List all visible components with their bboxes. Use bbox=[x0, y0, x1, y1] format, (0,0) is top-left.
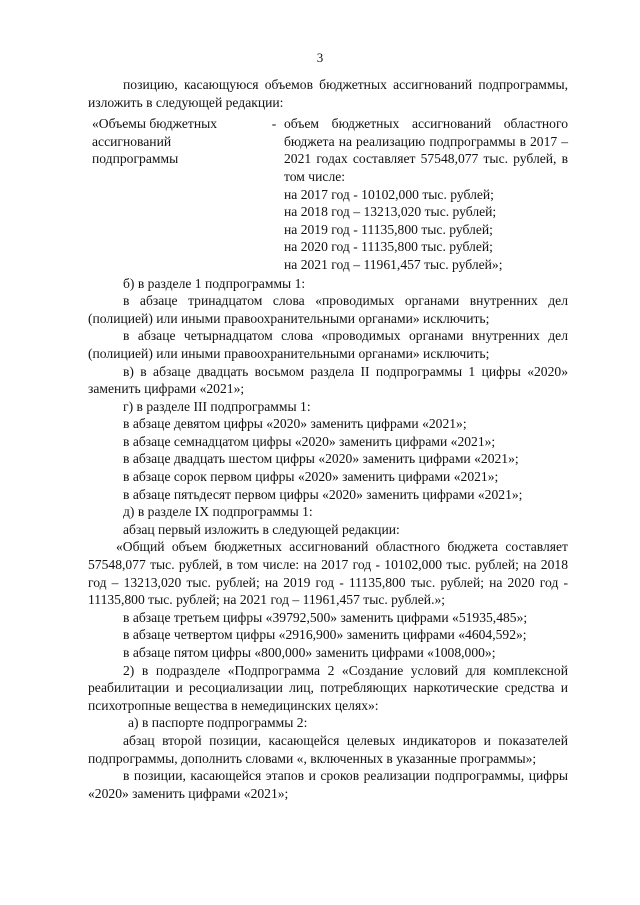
passport-label-line: подпрограммы bbox=[92, 151, 179, 167]
paragraph: в абзаце четвертом цифры «2916,900» заменить цифрами «4604,592»; bbox=[123, 627, 527, 643]
paragraph: 2) в подразделе «Подпрограмма 2 «Создание условий для комплексной реабилитации и ресоциализации лиц, потребляющих наркотические средства и психотропные вещества в немедицинских целях»: bbox=[88, 662, 568, 713]
paragraph: абзац второй позиции, касающейся целевых индикаторов и показателей подпрограммы, дополнить словами «, включенных в указанные программы»; bbox=[88, 732, 568, 766]
paragraph: г) в разделе III подпрограммы 1: bbox=[123, 398, 311, 414]
paragraph: в абзаце девятом цифры «2020» заменить цифрами «2021»; bbox=[123, 416, 467, 432]
paragraph: в) в абзаце двадцать восьмом раздела II подпрограммы 1 цифры «2020» заменить цифрами «2021»; bbox=[88, 363, 568, 397]
passport-year-line: на 2018 год – 13213,020 тыс. рублей; bbox=[284, 204, 497, 220]
paragraph: в абзаце двадцать шестом цифры «2020» заменить цифрами «2021»; bbox=[123, 451, 519, 467]
paragraph: в абзаце третьем цифры «39792,500» заменить цифрами «51935,485»; bbox=[123, 609, 528, 625]
paragraph: в абзаце пятьдесят первом цифры «2020» заменить цифрами «2021»; bbox=[123, 486, 523, 502]
paragraph: в абзаце четырнадцатом слова «проводимых органами внутренних дел (полицией) или иными правоохранительными органами» исключить; bbox=[88, 328, 568, 361]
passport-main-text: объем бюджетных ассигнований областного бюджета на реализацию подпрограммы в 2017 – 2021 годах составляет 57548,077 тыс. рублей, в том числе: bbox=[284, 116, 568, 184]
paragraph: в абзаце сорок первом цифры «2020» заменить цифрами «2021»; bbox=[123, 469, 499, 485]
page-number: 3 bbox=[316, 50, 324, 65]
paragraph: а) в паспорте подпрограммы 2: bbox=[128, 715, 308, 731]
passport-label bbox=[88, 115, 264, 273]
passport-year-line: на 2021 год – 11961,457 тыс. рублей»; bbox=[284, 256, 503, 272]
passport-year-line: на 2017 год - 10102,000 тыс. рублей; bbox=[284, 186, 494, 202]
paragraph: в абзаце семнадцатом цифры «2020» заменить цифрами «2021»; bbox=[123, 433, 496, 449]
passport-year-line: на 2019 год - 11135,800 тыс. рублей; bbox=[284, 221, 493, 237]
passport-dash: - bbox=[271, 116, 277, 132]
paragraph: в абзаце тринадцатом слова «проводимых органами внутренних дел (полицией) или иными правоохранительными органами» исключить; bbox=[88, 293, 568, 326]
intro-paragraph: позицию, касающуюся объемов бюджетных ассигнований подпрограммы, изложить в следующей редакции: bbox=[88, 77, 568, 110]
passport-year-line: на 2020 год - 11135,800 тыс. рублей; bbox=[284, 239, 493, 255]
paragraph: д) в разделе IX подпрограммы 1: bbox=[123, 504, 313, 520]
quoted-paragraph: «Общий объем бюджетных ассигнований областного бюджета составляет 57548,077 тыс. рублей, в том числе: на 2017 год - 10102,000 тыс. рублей; на 2018 год – 13213,020 тыс. рублей; на 2019 год - 11135,800 тыс. рублей; на 2020 год - 11135,800 тыс. рублей; на 2021 год – 11961,457 тыс. рублей.»; bbox=[88, 539, 568, 608]
passport-label-line: ассигнований bbox=[92, 133, 172, 149]
passport-label-line: «Объемы бюджетных bbox=[92, 116, 218, 132]
paragraph: в позиции, касающейся этапов и сроков реализации подпрограммы, цифры «2020» заменить цифрами «2021»; bbox=[88, 768, 568, 801]
document-body bbox=[88, 76, 568, 802]
passport-table bbox=[88, 115, 568, 273]
paragraph: б) в разделе 1 подпрограммы 1: bbox=[123, 275, 306, 291]
paragraph: абзац первый изложить в следующей редакции: bbox=[123, 521, 400, 537]
paragraph: в абзаце пятом цифры «800,000» заменить цифрами «1008,000»; bbox=[123, 645, 496, 660]
passport-value bbox=[284, 115, 568, 273]
